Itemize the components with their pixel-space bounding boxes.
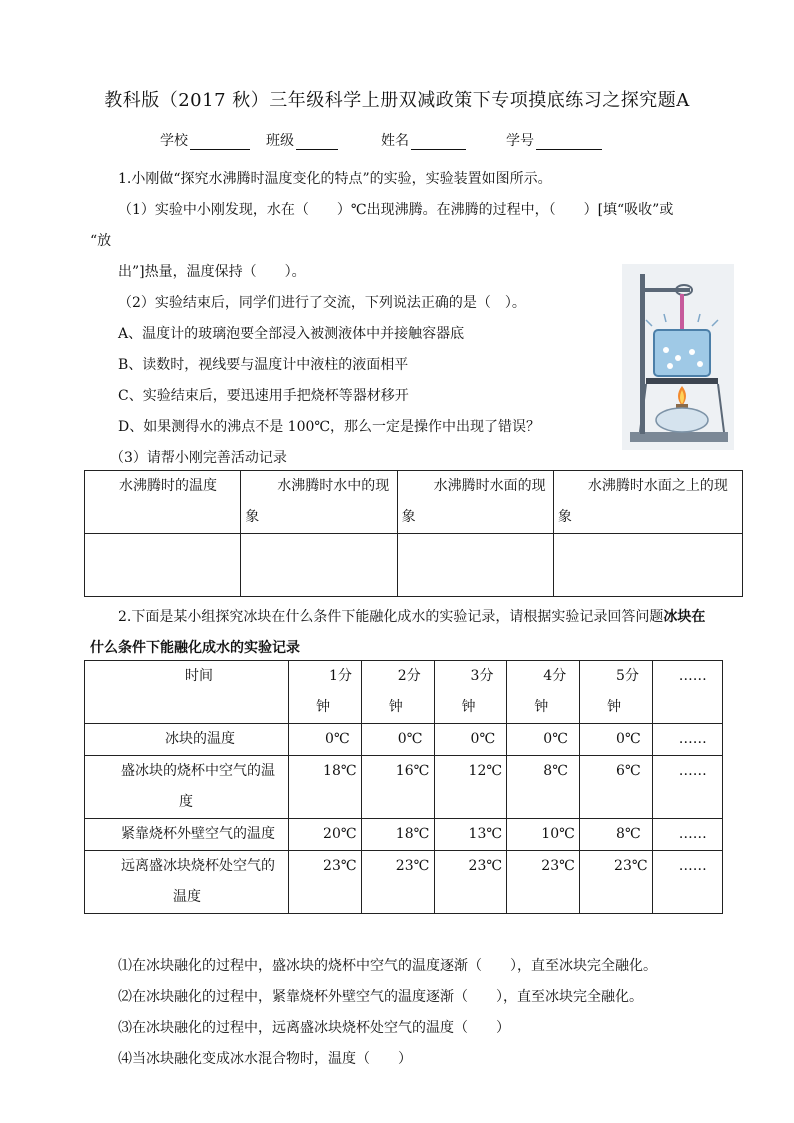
ice-cell: 0℃ xyxy=(507,724,580,756)
q2-intro-line1: 2.下面是某小组探究冰块在什么条件下能融化成水的实验记录，请根据实验记录回答问题冰块在 xyxy=(118,609,706,625)
ice-cell: …… xyxy=(652,756,722,819)
q1-option-d: D、如果测得水的沸点不是 100℃，那么一定是操作中出现了错误？ xyxy=(118,419,541,435)
ice-cell: 23℃ xyxy=(361,851,434,914)
q1-intro: 1.小刚做“探究水沸腾时温度变化的特点”的实验，实验装置如图所示。 xyxy=(118,171,552,187)
ice-melting-record-table xyxy=(84,660,723,914)
boiling-table-answer-row xyxy=(85,534,743,597)
number-blank[interactable] xyxy=(536,135,602,150)
ice-cell: 23℃ xyxy=(434,851,507,914)
ice-table-row xyxy=(85,724,723,756)
ice-cell: …… xyxy=(652,819,722,851)
ice-cell: 0℃ xyxy=(361,724,434,756)
boiling-answer-water-surface[interactable] xyxy=(397,534,553,597)
ice-cell: 23℃ xyxy=(507,851,580,914)
ice-table-header-row xyxy=(85,661,723,724)
ice-cell: 20℃ xyxy=(289,819,362,851)
q2-question-2: ⑵在冰块融化的过程中，紧靠烧杯外壁空气的温度逐渐（ ），直至冰块完全融化。 xyxy=(118,989,643,1005)
ice-header-col: 3分 钟 xyxy=(434,661,507,724)
school-label: 学校 xyxy=(160,130,250,150)
class-label: 班级 xyxy=(266,130,338,150)
name-label: 姓名 xyxy=(381,130,466,150)
q2-question-1: ⑴在冰块融化的过程中，盛冰块的烧杯中空气的温度逐渐（ ），直至冰块完全融化。 xyxy=(118,958,657,974)
boiling-answer-temperature[interactable] xyxy=(85,534,241,597)
q1-part1-line2: “放 xyxy=(90,233,112,249)
boiling-header-water-surface: 水沸腾时水面的现 象 xyxy=(397,471,553,534)
boiling-header-above-surface: 水沸腾时水面之上的现 象 xyxy=(553,471,742,534)
page-title: 教科版（2017 秋）三年级科学上册双减政策下专项摸底练习之探究题A xyxy=(104,90,690,111)
ice-cell: 0℃ xyxy=(434,724,507,756)
ice-cell: 12℃ xyxy=(434,756,507,819)
ice-header-col: 1分 钟 xyxy=(289,661,362,724)
ice-cell: 8℃ xyxy=(507,756,580,819)
number-label: 学号 xyxy=(506,130,602,150)
ice-header-col: …… xyxy=(652,661,722,724)
ice-table-row xyxy=(85,819,723,851)
ice-row-label: 盛冰块的烧杯中空气的温 度 xyxy=(85,756,289,819)
boiling-record-table xyxy=(84,470,743,597)
ice-cell: …… xyxy=(652,724,722,756)
boiling-answer-above-surface[interactable] xyxy=(553,534,742,597)
ice-table-row xyxy=(85,756,723,819)
school-blank[interactable] xyxy=(190,135,250,150)
boiling-table-header-row xyxy=(85,471,743,534)
ice-cell: 23℃ xyxy=(289,851,362,914)
q1-option-c: C、实验结束后，要迅速用手把烧杯等器材移开 xyxy=(118,388,409,404)
boiling-header-in-water: 水沸腾时水中的现 象 xyxy=(241,471,397,534)
ice-cell: 0℃ xyxy=(289,724,362,756)
q1-part2: （2）实验结束后，同学们进行了交流，下列说法正确的是（ ）。 xyxy=(118,295,526,311)
q1-part1-line1: （1）实验中小刚发现，水在（ ）℃出现沸腾。在沸腾的过程中，（ ）[填“吸收”或 xyxy=(118,202,674,218)
ice-cell: 23℃ xyxy=(580,851,653,914)
ice-cell: 6℃ xyxy=(580,756,653,819)
ice-cell: 0℃ xyxy=(580,724,653,756)
q2-intro-line2: 什么条件下能融化成水的实验记录 xyxy=(90,640,300,656)
ice-row-label: 冰块的温度 xyxy=(85,724,289,756)
ice-cell: …… xyxy=(652,851,722,914)
q1-option-a: A、温度计的玻璃泡要全部浸入被测液体中并接触容器底 xyxy=(118,326,465,342)
class-blank[interactable] xyxy=(296,135,338,150)
ice-header-col: 4分 钟 xyxy=(507,661,580,724)
q1-option-b: B、读数时，视线要与温度计中液柱的液面相平 xyxy=(118,357,409,373)
boiling-apparatus-illustration xyxy=(622,264,734,450)
boiling-header-temperature: 水沸腾时的温度 xyxy=(85,471,241,534)
ice-cell: 18℃ xyxy=(361,819,434,851)
ice-cell: 18℃ xyxy=(289,756,362,819)
ice-header-time: 时间 xyxy=(85,661,289,724)
boiling-answer-in-water[interactable] xyxy=(241,534,397,597)
q1-part1-line3: 出”]热量，温度保持（ ）。 xyxy=(118,264,306,280)
name-blank[interactable] xyxy=(411,135,466,150)
ice-cell: 10℃ xyxy=(507,819,580,851)
q2-question-3: ⑶在冰块融化的过程中，远离盛冰块烧杯处空气的温度（ ） xyxy=(118,1020,510,1036)
ice-row-label: 紧靠烧杯外壁空气的温度 xyxy=(85,819,289,851)
q1-part3: （3）请帮小刚完善活动记录 xyxy=(110,450,287,466)
ice-table-row xyxy=(85,851,723,914)
ice-row-label: 远离盛冰块烧杯处空气的 温度 xyxy=(85,851,289,914)
q2-question-4: ⑷当冰块融化变成冰水混合物时，温度（ ） xyxy=(118,1051,412,1067)
ice-header-col: 2分 钟 xyxy=(361,661,434,724)
ice-cell: 8℃ xyxy=(580,819,653,851)
ice-cell: 16℃ xyxy=(361,756,434,819)
ice-header-col: 5分 钟 xyxy=(580,661,653,724)
ice-cell: 13℃ xyxy=(434,819,507,851)
